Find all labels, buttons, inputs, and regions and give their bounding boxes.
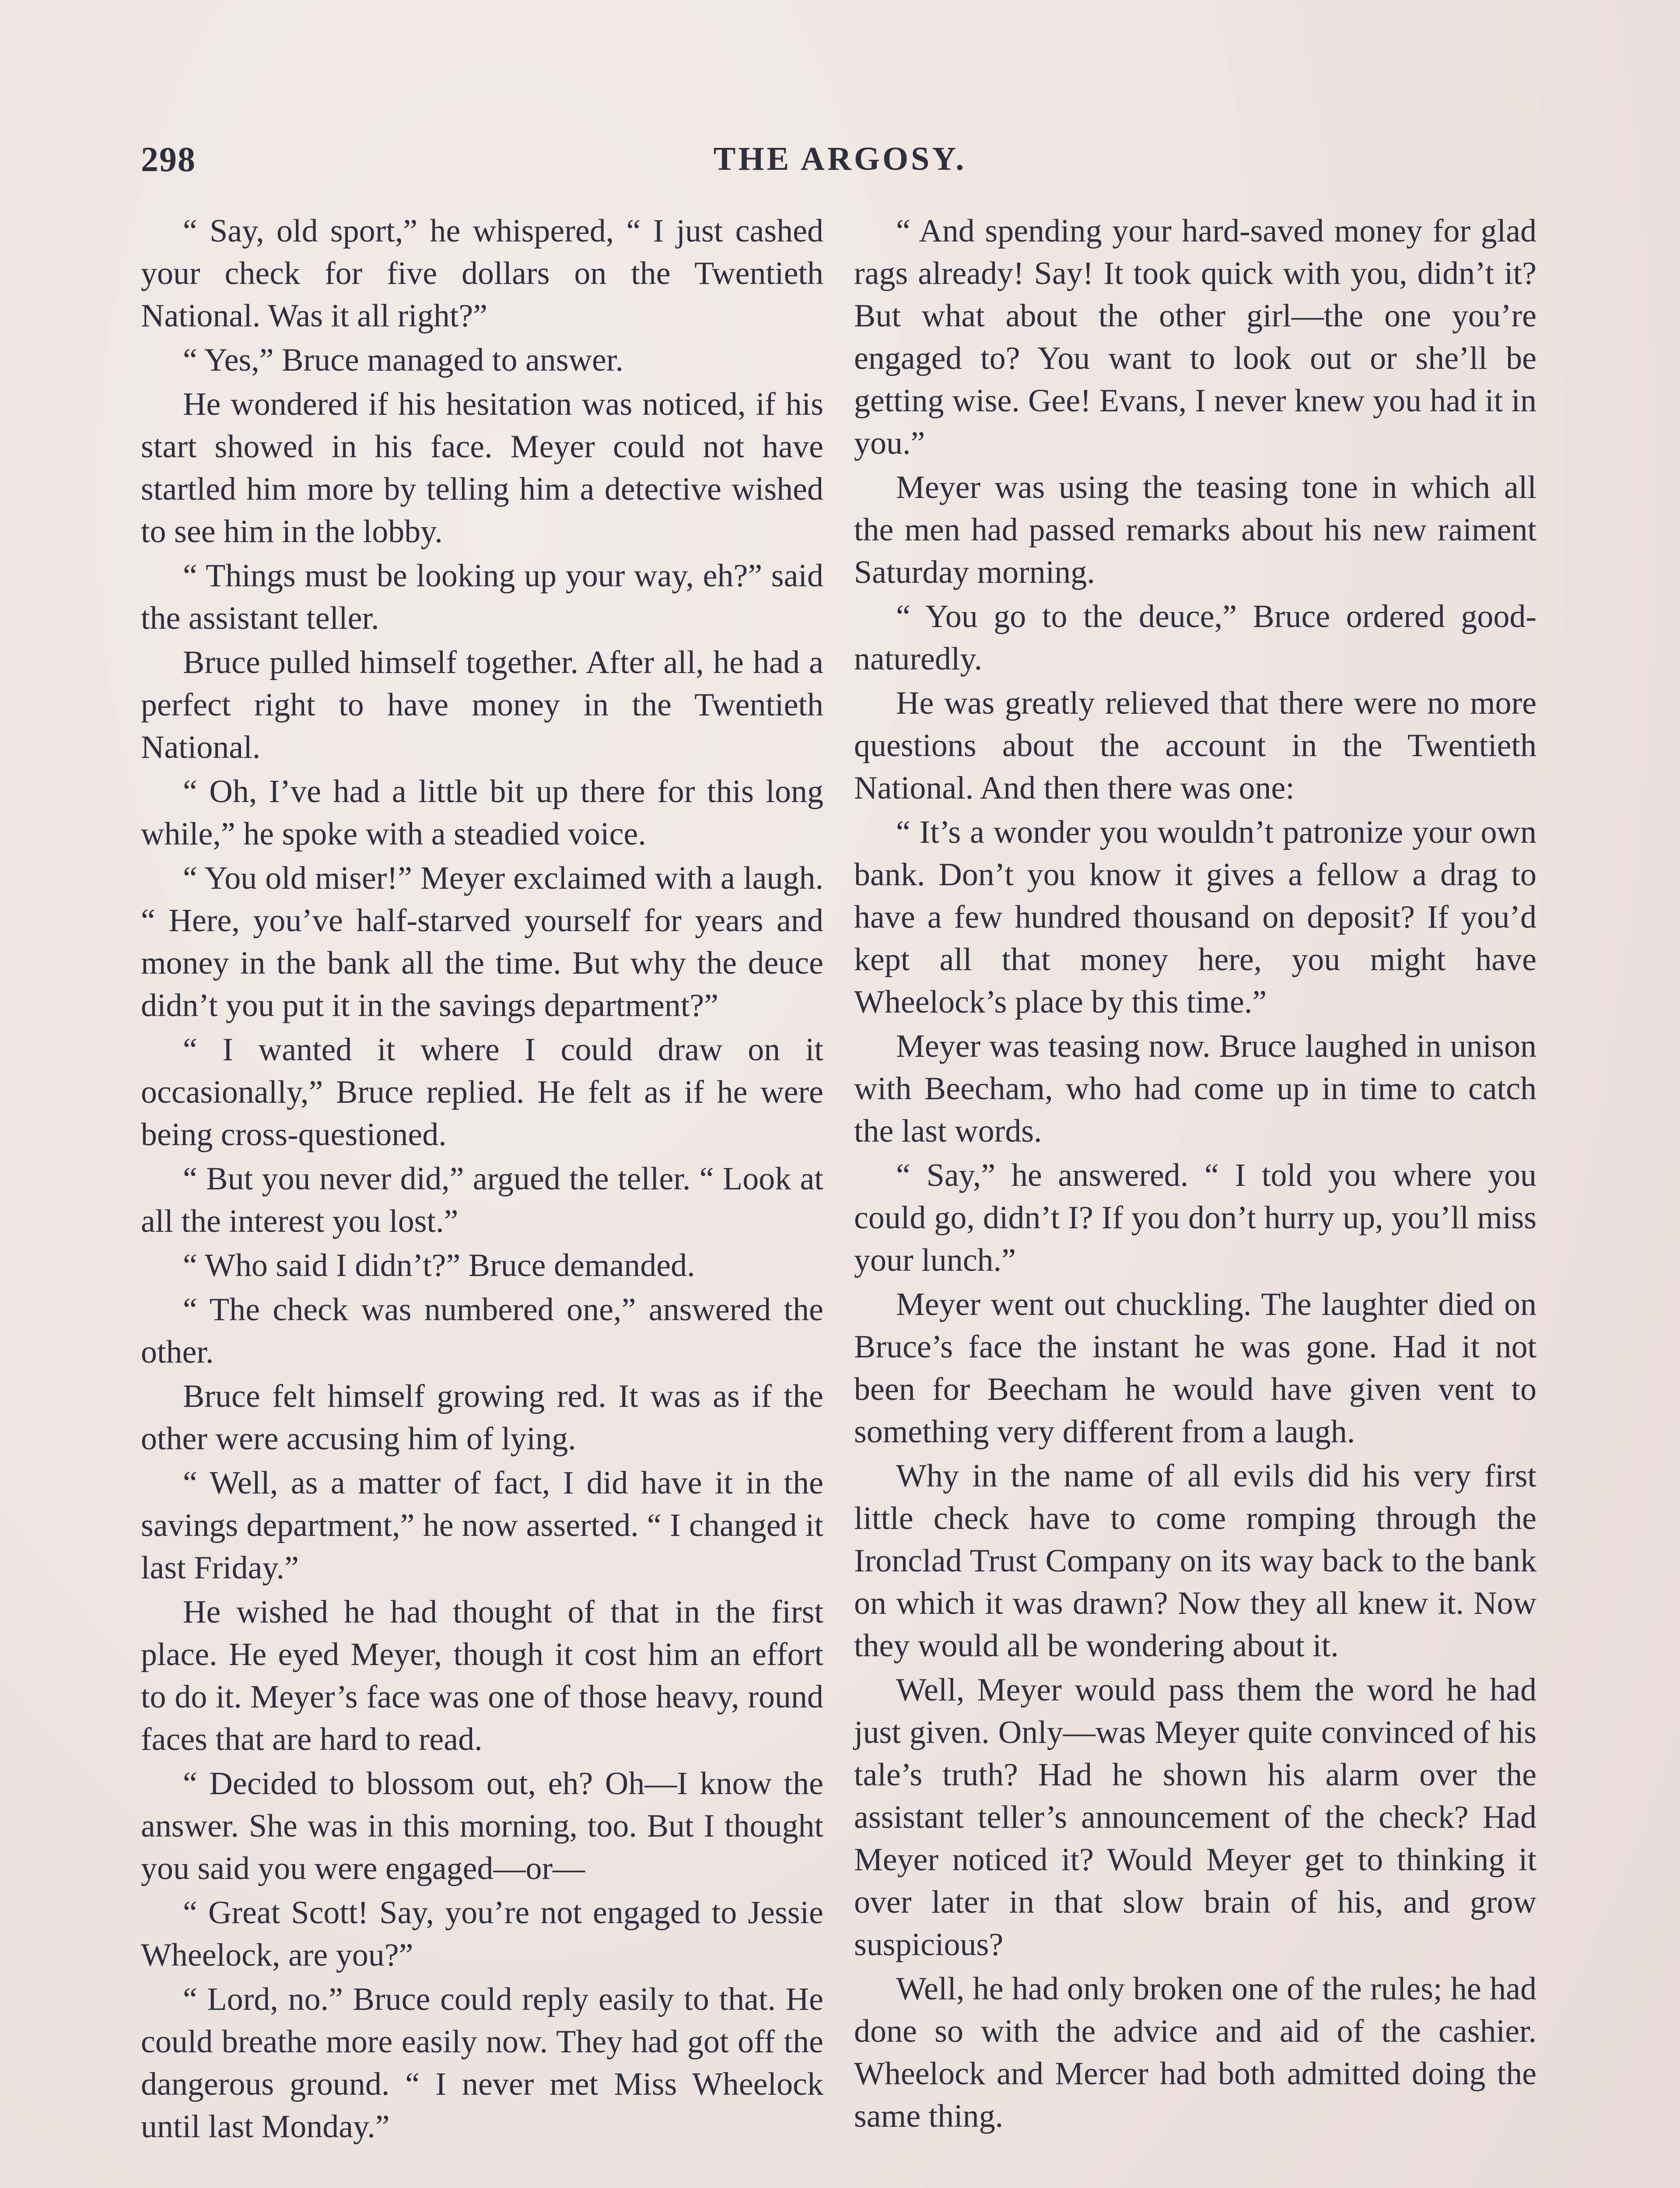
running-title: THE ARGOSY. <box>713 140 967 177</box>
paragraph: “ Say,” he answered. “ I told you where you could go, didn’t I? If you don’t hurry up, you’ll miss your lunch.” <box>854 1157 1536 1278</box>
paragraph: “ It’s a wonder you wouldn’t patronize your own bank. Don’t you know it gives a fellow a drag to have a few hundred thousand on deposit? If you’d kept all that money here, you might have Wheelock’s place by this time.” <box>854 814 1536 1020</box>
page-number: 298 <box>141 140 196 179</box>
paragraph: “ The check was numbered one,” answered the other. <box>141 1292 823 1370</box>
paragraph: Meyer was teasing now. Bruce laughed in unison with Beecham, who had come up in time to catch the last words. <box>854 1028 1536 1149</box>
paragraph: “ But you never did,” argued the teller. “ Look at all the interest you lost.” <box>141 1161 823 1239</box>
paragraph: “ And spending your hard-saved money for glad rags already! Say! It took quick with you, didn’t it? But what about the other girl—the one you’re engaged to? You want to look out or she’ll be getting wise. Gee! Evans, I never knew you had it in you.” <box>854 213 1536 461</box>
paragraph: “ Oh, I’ve had a little bit up there for this long while,” he spoke with a steadied voice. <box>141 774 823 852</box>
paragraph: “ Well, as a matter of fact, I did have it in the savings department,” he now asserted. “ I changed it last Friday.” <box>141 1465 823 1586</box>
paragraph: “ Great Scott! Say, you’re not engaged to Jessie Wheelock, are you?” <box>141 1895 823 1973</box>
left-column <box>141 210 823 2150</box>
paragraph: “ Decided to blossom out, eh? Oh—I know the answer. She was in this morning, too. But I thought you said you were engaged—or— <box>141 1766 823 1886</box>
paragraph: “ Say, old sport,” he whispered, “ I just cashed your check for five dollars on the Twentieth National. Was it all right?” <box>141 213 823 334</box>
paragraph: He was greatly relieved that there were no more questions about the account in the Twentieth National. And then there was one: <box>854 685 1536 806</box>
paragraph: “ You old miser!” Meyer exclaimed with a laugh. “ Here, you’ve half-starved yourself for years and money in the bank all the time. But why the deuce didn’t you put it in the savings department?” <box>141 860 823 1024</box>
paragraph: Bruce felt himself growing red. It was as if the other were accusing him of lying. <box>141 1378 823 1457</box>
right-column <box>854 210 1536 2139</box>
paragraph: Meyer went out chuckling. The laughter died on Bruce’s face the instant he was gone. Had it not been for Beecham he would have given vent to something very different from a laugh. <box>854 1287 1536 1450</box>
paragraph: Meyer was using the teasing tone in which all the men had passed remarks about his new raiment Saturday morning. <box>854 470 1536 590</box>
paragraph: He wondered if his hesitation was noticed, if his start showed in his face. Meyer could not have startled him more by telling him a detective wished to see him in the lobby. <box>141 386 823 550</box>
paragraph: “ You go to the deuce,” Bruce ordered good-naturedly. <box>854 599 1536 677</box>
paragraph: “ Things must be looking up your way, eh?” said the assistant teller. <box>141 558 823 636</box>
paragraph: “ Lord, no.” Bruce could reply easily to that. He could breathe more easily now. They had got off the dangerous ground. “ I never met Miss Wheelock until last Monday.” <box>141 1981 823 2145</box>
paragraph: “ Who said I didn’t?” Bruce demanded. <box>183 1248 695 1283</box>
paragraph: Bruce pulled himself together. After all, he had a perfect right to have money in the Twentieth National. <box>141 645 823 765</box>
paragraph: “ Yes,” Bruce managed to answer. <box>183 342 623 378</box>
paragraph: Well, he had only broken one of the rules; he had done so with the advice and aid of the cashier. Wheelock and Mercer had both admitted doing the same thing. <box>854 1971 1536 2134</box>
paragraph: He wished he had thought of that in the first place. He eyed Meyer, though it cost him an effort to do it. Meyer’s face was one of those heavy, round faces that are hard to read. <box>141 1594 823 1757</box>
paragraph: Why in the name of all evils did his very first little check have to come romping through the Ironclad Trust Company on its way back to the bank on which it was drawn? Now they all knew it. Now they would all be wondering about it. <box>854 1458 1536 1664</box>
paragraph: “ I wanted it where I could draw on it occasionally,” Bruce replied. He felt as if he were being cross-questioned. <box>141 1032 823 1153</box>
paragraph: Well, Meyer would pass them the word he had just given. Only—was Meyer quite convinced of his tale’s truth? Had he shown his alarm over the assistant teller’s announcement of the check? Had Meyer noticed it? Would Meyer get to thinking it over later in that slow brain of his, and grow suspicious? <box>854 1672 1536 1963</box>
